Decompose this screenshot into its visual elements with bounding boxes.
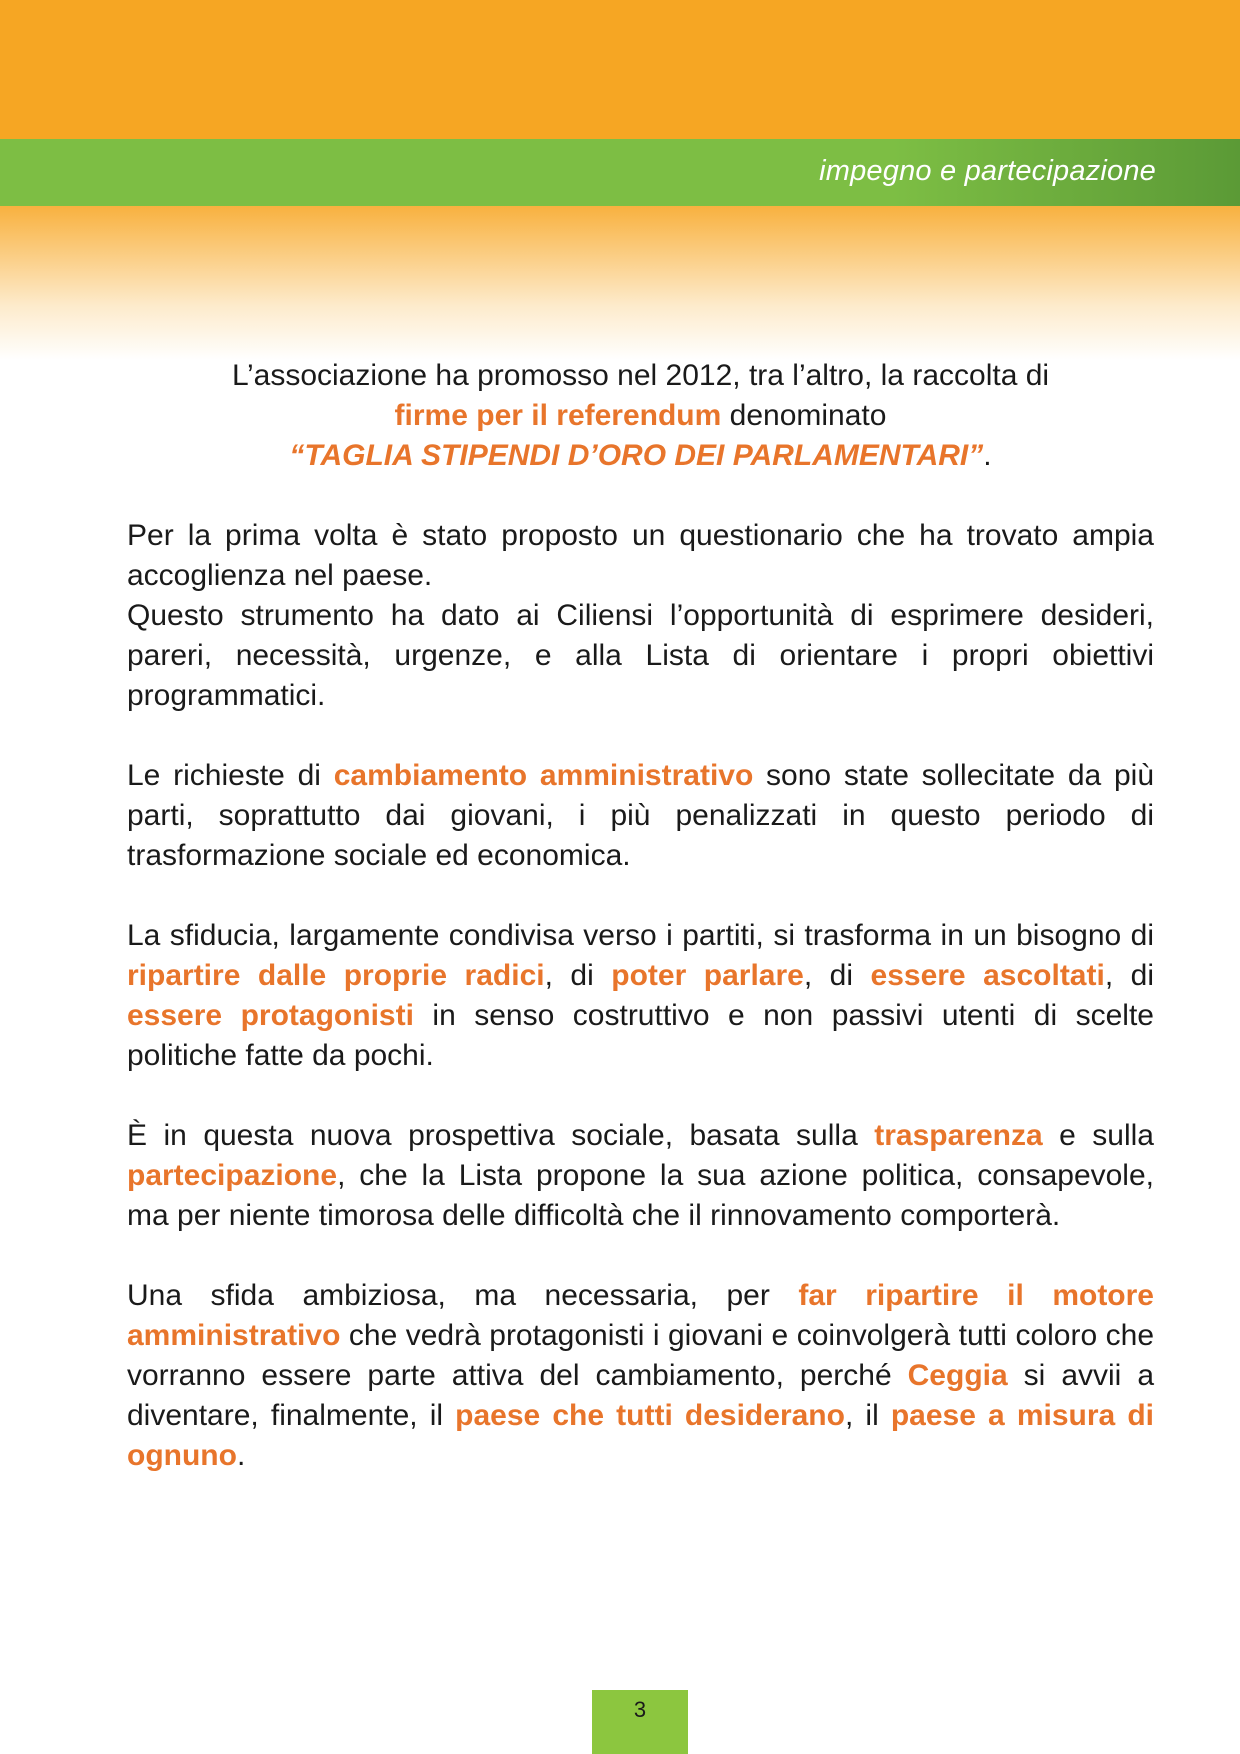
text-span: e sulla [1042,1119,1154,1152]
text-span: si avvii a diventare, finalmente, il [127,1359,1155,1432]
paragraph-questionario-text-2: Questo strumento ha dato ai Ciliensi l’opportunità di esprimere desideri, pareri, necessità, urgenze, e alla Lista di orientare i propri obiettivi programmatici. [127,599,1154,712]
paragraph-questionario-text-1: Per la prima volta è stato proposto un questionario che ha trovato ampia accoglienza nel paese. [127,519,1154,592]
main-content [127,356,1154,1516]
text-span: Una sfida ambiziosa, ma necessaria, per [127,1279,799,1312]
text-span: , di [803,959,871,992]
paragraph-prospettiva [127,1116,1154,1236]
highlight-ascoltati: essere ascoltati [870,959,1105,992]
highlight-motore: far ripartire il motore amministrativo [127,1279,1154,1352]
highlight-ceggia: Ceggia [907,1359,1008,1392]
page-number: 3 [592,1690,688,1754]
text-span: , che la Lista propone la sua azione politica, consapevole, ma per niente timorosa delle difficoltà che il rinnovamento comporterà. [127,1159,1154,1232]
intro-line-2 [127,396,1154,436]
highlight-referendum-title: “TAGLIA STIPENDI D’ORO DEI PARLAMENTARI” [289,439,984,472]
intro-line-1: L’associazione ha promosso nel 2012, tra l’altro, la raccolta di [231,359,1050,392]
text-span: che vedrà protagonisti i giovani e coinvolgerà tutti coloro che vorranno essere parte attiva del cambiamento, perché [127,1319,1154,1392]
highlight-radici: ripartire dalle proprie radici [127,959,545,992]
paragraph-sfiducia [127,916,1154,1076]
header-gradient-fade [0,206,1240,360]
highlight-protagonisti: essere protagonisti [127,999,414,1032]
highlight-paese-misura: paese a misura di ognuno [127,1399,1154,1472]
highlight-paese-desiderano: paese che tutti desiderano [455,1399,845,1432]
intro-line-3-rest: . [983,439,992,472]
text-span: La sfiducia, largamente condivisa verso i partiti, si trasforma in un bisogno di [127,919,1154,952]
text-span: , di [1104,959,1155,992]
text-span: , di [544,959,612,992]
highlight-trasparenza: trasparenza [874,1119,1043,1152]
section-title: impegno e partecipazione [819,155,1156,187]
text-span: È in questa nuova prospettiva sociale, basata sulla [127,1119,875,1152]
highlight-parlare: poter parlare [611,959,804,992]
paragraph-sfida [127,1276,1154,1476]
text-span: in senso costruttivo e non passivi utenti di scelte politiche fatte da pochi. [127,999,1154,1072]
header-orange-band [0,0,1240,139]
text-span: sono state sollecitate da più parti, soprattutto dai giovani, i più penalizzati in questo periodo di trasformazione sociale ed economica. [127,759,1155,872]
highlight-firme-referendum: firme per il referendum [394,399,722,432]
text-span: Le richieste di [127,759,334,792]
highlight-cambiamento: cambiamento amministrativo [333,759,754,792]
text-span: . [236,1439,246,1472]
intro-line-2-rest: denominato [721,399,887,432]
intro-line-3 [127,436,1154,476]
text-span: , il [844,1399,891,1432]
paragraph-questionario [127,516,1154,716]
highlight-partecipazione: partecipazione [127,1159,338,1192]
intro-paragraph [127,356,1154,476]
paragraph-richieste [127,756,1154,876]
